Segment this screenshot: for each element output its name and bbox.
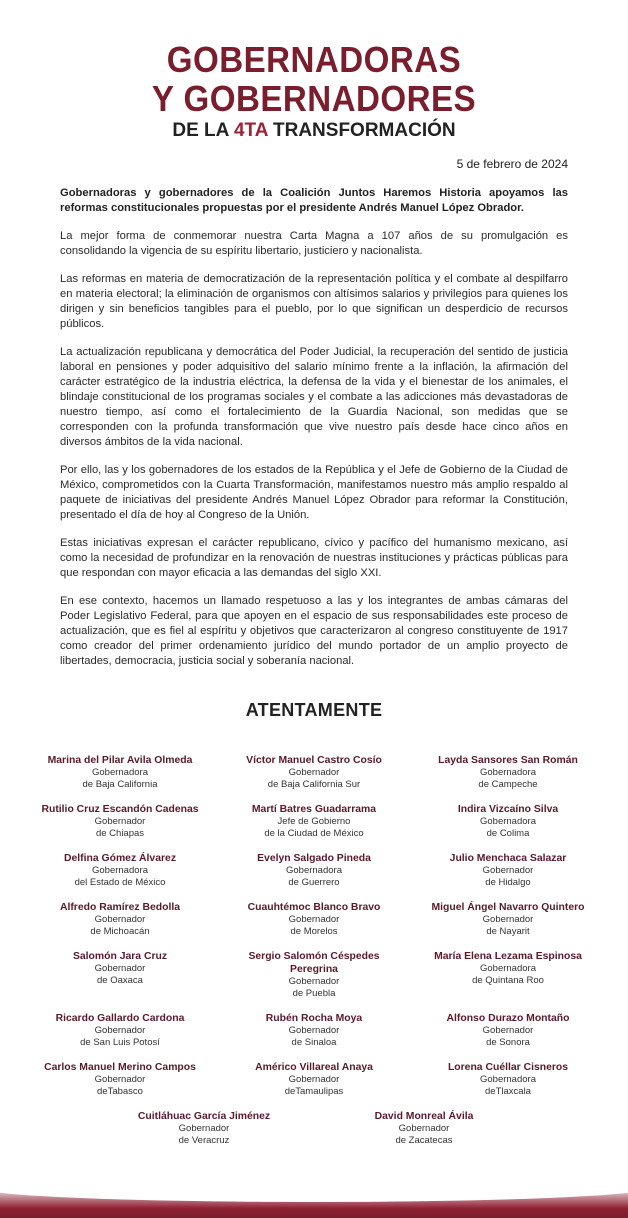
signer-state: de Nayarit [486, 926, 530, 937]
signer-name: Evelyn Salgado Pineda [257, 853, 371, 864]
signer-name: Layda Sansores San Román [438, 755, 578, 766]
signer-state: deTlaxcala [485, 1086, 531, 1097]
signer-role: Gobernadora [92, 865, 148, 876]
title-block [0, 40, 628, 143]
signer-state: de la Ciudad de México [264, 828, 364, 839]
signer-state: de Guerrero [288, 877, 340, 888]
signer [30, 901, 210, 938]
signer [30, 754, 210, 791]
signer-name: Sergio Salomón Céspedes Peregrina [248, 951, 380, 975]
signer-role: Jefe de Gobierno [277, 816, 351, 827]
signer-state: de Quintana Roo [472, 975, 544, 986]
signer [418, 754, 598, 791]
signer-state: de Michoacán [90, 926, 150, 937]
signer [30, 950, 210, 1000]
signer-role: Gobernador [178, 1123, 230, 1134]
signer-name: Alfredo Ramírez Bedolla [59, 902, 181, 913]
title-line-3-pre: DE LA [172, 120, 234, 141]
signer [114, 1110, 294, 1147]
signer-role: Gobernadora [92, 767, 148, 778]
signer-name: Marina del Pilar Avila Olmeda [47, 755, 193, 766]
lead-paragraph: Gobernadoras y gobernadores de la Coalición Juntos Haremos Historia apoyamos las reformas constitucionales propuestas por el presidente Andrés Manuel López Obrador. [60, 187, 568, 214]
paragraph-3: La actualización republicana y democrática del Poder Judicial, la recuperación del sentido de justicia laboral en pensiones y poder adquisitivo del salario mínimo frente a la inflación, la afirmación del carácter estratégico de la industria eléctrica, la defensa de la vida y el bienestar de los animales, el blindaje constitucional de los programas sociales y el combate a las adicciones más devastadoras de nuestro tiempo, así como el fortalecimiento de la Guardia Nacional, son medidas que se corresponden con la profunda transformación que vive nuestro país desde hace cinco años en diversos ámbitos de la vida nacional. [60, 346, 568, 448]
signer-name: David Monreal Ávila [374, 1111, 474, 1122]
signer-name: Julio Menchaca Salazar [449, 853, 567, 864]
date: 5 de febrero de 2024 [456, 157, 568, 171]
signer [224, 754, 404, 791]
signer-role: Gobernador [288, 914, 340, 925]
signer-name: María Elena Lezama Espinosa [434, 951, 582, 962]
title-line-3 [0, 119, 628, 143]
signer-role: Gobernador [94, 1025, 146, 1036]
signer-name: Rubén Rocha Moya [265, 1013, 363, 1024]
signer-row [30, 852, 598, 889]
signer-state: de Baja California Sur [267, 779, 361, 790]
signer-state: de Sinaloa [291, 1037, 337, 1048]
signer-name: Víctor Manuel Castro Cosío [246, 755, 382, 766]
signer [224, 1061, 404, 1098]
signer-role: Gobernador [288, 1025, 340, 1036]
signer-state: de Hidalgo [485, 877, 531, 888]
signer [30, 803, 210, 840]
signer-state: deTamaulipas [284, 1086, 344, 1097]
signer-state: de Oaxaca [97, 975, 143, 986]
signer-role: Gobernador [482, 914, 534, 925]
paragraph-2: Las reformas en materia de democratización de la representación política y el combate al despilfarro en materia electoral; la eliminación de organismos con altísimos salarios y privilegios para quienes los dirigen y sin beneficios tangibles para el pueblo, por lo que significan un desperdicio de recursos públicos. [60, 273, 568, 330]
signer-name: Carlos Manuel Merino Campos [44, 1062, 196, 1073]
signer-role: Gobernador [288, 1074, 340, 1085]
closing-heading: ATENTAMENTE [245, 700, 383, 720]
letter-body [60, 186, 568, 682]
signer-row [30, 1061, 598, 1098]
paragraph-5: Estas iniciativas expresan el carácter republicano, cívico y pacífico del humanismo mexicano, así como la necesidad de profundizar en la renovación de nuestras instituciones y prácticas públicas para que respondan con mayor eficacia a las demandas del siglo XXI. [60, 537, 568, 579]
signer-state: de Campeche [478, 779, 538, 790]
paragraph-4: Por ello, las y los gobernadores de los estados de la República y el Jefe de Gobierno de la Ciudad de México, comprometidos con la Cuarta Transformación, manifestamos nuestro más amplio respaldo al paquete de iniciativas del presidente Andrés Manuel López Obrador para reformar la Constitución, presentado el día de hoy al Congreso de la Unión. [60, 464, 568, 521]
signer [224, 803, 404, 840]
signer-name: Rutilio Cruz Escandón Cadenas [41, 804, 199, 815]
signer-state: de Baja California [82, 779, 158, 790]
signer-name: Cuitláhuac García Jiménez [137, 1111, 271, 1122]
title-line-2: Y GOBERNADORES [151, 78, 477, 119]
signer-name: Américo Villareal Anaya [255, 1062, 373, 1073]
signer-state: de Morelos [290, 926, 338, 937]
signer-state: de Zacatecas [395, 1135, 453, 1146]
signer-row [30, 803, 598, 840]
signer [224, 852, 404, 889]
signer-state: deTabasco [97, 1086, 143, 1097]
signer-state: de Colima [486, 828, 530, 839]
signer-name: Ricardo Gallardo Cardona [55, 1013, 185, 1024]
signer-row [30, 901, 598, 938]
signer-name: Miguel Ángel Navarro Quintero [431, 902, 585, 913]
signer [30, 1012, 210, 1049]
signer-role: Gobernadora [286, 865, 342, 876]
signer [224, 1012, 404, 1049]
signer [334, 1110, 514, 1147]
signer [418, 901, 598, 938]
signer [224, 901, 404, 938]
signers-grid [30, 754, 598, 1159]
signer [418, 950, 598, 1000]
signer-role: Gobernador [398, 1123, 450, 1134]
signer [30, 852, 210, 889]
signer-state: de Sonora [486, 1037, 530, 1048]
paragraph-1: La mejor forma de conmemorar nuestra Carta Magna a 107 años de su promulgación es consolidando la vigencia de su espíritu libertario, justiciero y nacionalista. [60, 230, 568, 257]
title-line-3-post: TRANSFORMACIÓN [267, 120, 456, 141]
signer-role: Gobernador [94, 914, 146, 925]
signer [30, 1061, 210, 1098]
title-line-3-accent: 4TA [233, 120, 268, 141]
signer-role: Gobernadora [480, 767, 536, 778]
signer-role: Gobernador [482, 1025, 534, 1036]
signer-row [30, 1110, 598, 1147]
signer-name: Alfonso Durazo Montaño [446, 1013, 570, 1024]
signer-state: de Chiapas [95, 828, 145, 839]
footer-band [0, 1186, 628, 1218]
signer-state: de Veracruz [178, 1135, 230, 1146]
signer-name: Salomón Jara Cruz [72, 951, 168, 962]
signer-row [30, 950, 598, 1000]
signer-state: de San Luis Potosí [80, 1037, 160, 1048]
signer [418, 1012, 598, 1049]
signer-role: Gobernador [94, 963, 146, 974]
paragraph-6: En ese contexto, hacemos un llamado respetuoso a las y los integrantes de ambas cámaras del Poder Legislativo Federal, para que apoyen en el espacio de sus responsabilidades este proceso de actualización, que es fiel al espíritu y objetivos que caracterizaron al congreso constituyente de 1917 como creador del primer ordenamiento jurídico del mundo portador de un amplio proyecto de libertades, democracia, justicia social y soberanía nacional. [60, 595, 568, 667]
signer-row [30, 754, 598, 791]
signer-name: Indira Vizcaíno Silva [457, 804, 559, 815]
signer-role: Gobernador [94, 1074, 146, 1085]
signer-role: Gobernadora [480, 963, 536, 974]
signer-role: Gobernador [94, 816, 146, 827]
signer [418, 1061, 598, 1098]
signer-role: Gobernadora [480, 1074, 536, 1085]
signer-row [30, 1012, 598, 1049]
signer-role: Gobernador [482, 865, 534, 876]
signer-role: Gobernadora [480, 816, 536, 827]
signer-name: Cuauhtémoc Blanco Bravo [247, 902, 381, 913]
title-line-1: GOBERNADORAS [166, 39, 462, 80]
signer-role: Gobernador [288, 767, 340, 778]
signer-name: Lorena Cuéllar Cisneros [447, 1062, 569, 1073]
signer-name: Delfina Gómez Álvarez [63, 853, 177, 864]
signer [418, 803, 598, 840]
signer-state: de Puebla [292, 988, 336, 999]
signer [224, 950, 404, 1000]
signer-role: Gobernador [288, 976, 340, 987]
signer [418, 852, 598, 889]
signer-name: Martí Batres Guadarrama [251, 804, 377, 815]
signer-state: del Estado de México [74, 877, 166, 888]
